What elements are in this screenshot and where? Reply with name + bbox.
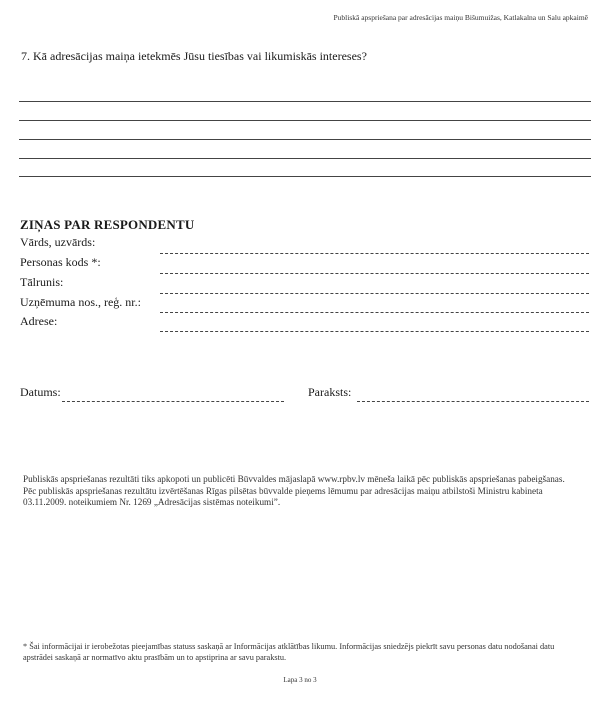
name-field[interactable]: [160, 253, 589, 254]
address-label: Adrese:: [20, 314, 58, 328]
date-field[interactable]: [62, 401, 284, 402]
date-label: Datums:: [20, 385, 61, 399]
phone-field[interactable]: [160, 293, 589, 294]
privacy-footnote: * Šai informācijai ir ierobežotas pieejamības statuss saskaņā ar Informācijas atklātības likumu. Informācijas sniedzējs piekrīt savu personas datu nodošanai datu apstrādei saskaņā ar normatīvo aktu prasībām un to apstiprina ar savu parakstu.: [23, 642, 555, 662]
answer-line[interactable]: [19, 176, 591, 177]
address-field[interactable]: [160, 331, 589, 332]
phone-label: Tālrunis:: [20, 275, 64, 289]
name-label: Vārds, uzvārds:: [20, 235, 96, 249]
running-header: Publiskā apspriešana par adresācijas maiņu Bišumuižas, Katlakalna un Salu apkaimē: [333, 13, 588, 22]
signature-label: Paraksts:: [308, 385, 352, 399]
company-field[interactable]: [160, 312, 589, 313]
personal-code-field[interactable]: [160, 273, 589, 274]
question-7: 7. Kā adresācijas maiņa ietekmēs Jūsu tiesības vai likumiskās intereses?: [21, 49, 367, 63]
answer-line[interactable]: [19, 101, 591, 102]
company-label: Uzņēmuma nos., reģ. nr.:: [20, 295, 141, 309]
answer-line[interactable]: [19, 158, 591, 159]
page-number: Lapa 3 no 3: [283, 676, 317, 684]
publication-notice: Publiskās apspriešanas rezultāti tiks apkopoti un publicēti Būvvaldes mājaslapā www.rpbv.lv mēneša laikā pēc publiskās apspriešanas pabeigšanas. Pēc publiskās apspriešanas rezultātu izvērtēšanas Rīgas pilsētas būvvalde pieņems lēmumu par adresācijas maiņu atbilstoši Ministru kabineta 03.11.2009. noteikumiem Nr. 1269 „Adresācijas sistēmas noteikumi”.: [23, 474, 565, 507]
respondent-section-title: ZIŅAS PAR RESPONDENTU: [20, 217, 195, 232]
signature-field[interactable]: [357, 401, 589, 402]
answer-line[interactable]: [19, 139, 591, 140]
answer-line[interactable]: [19, 120, 591, 121]
personal-code-label: Personas kods *:: [20, 255, 101, 269]
